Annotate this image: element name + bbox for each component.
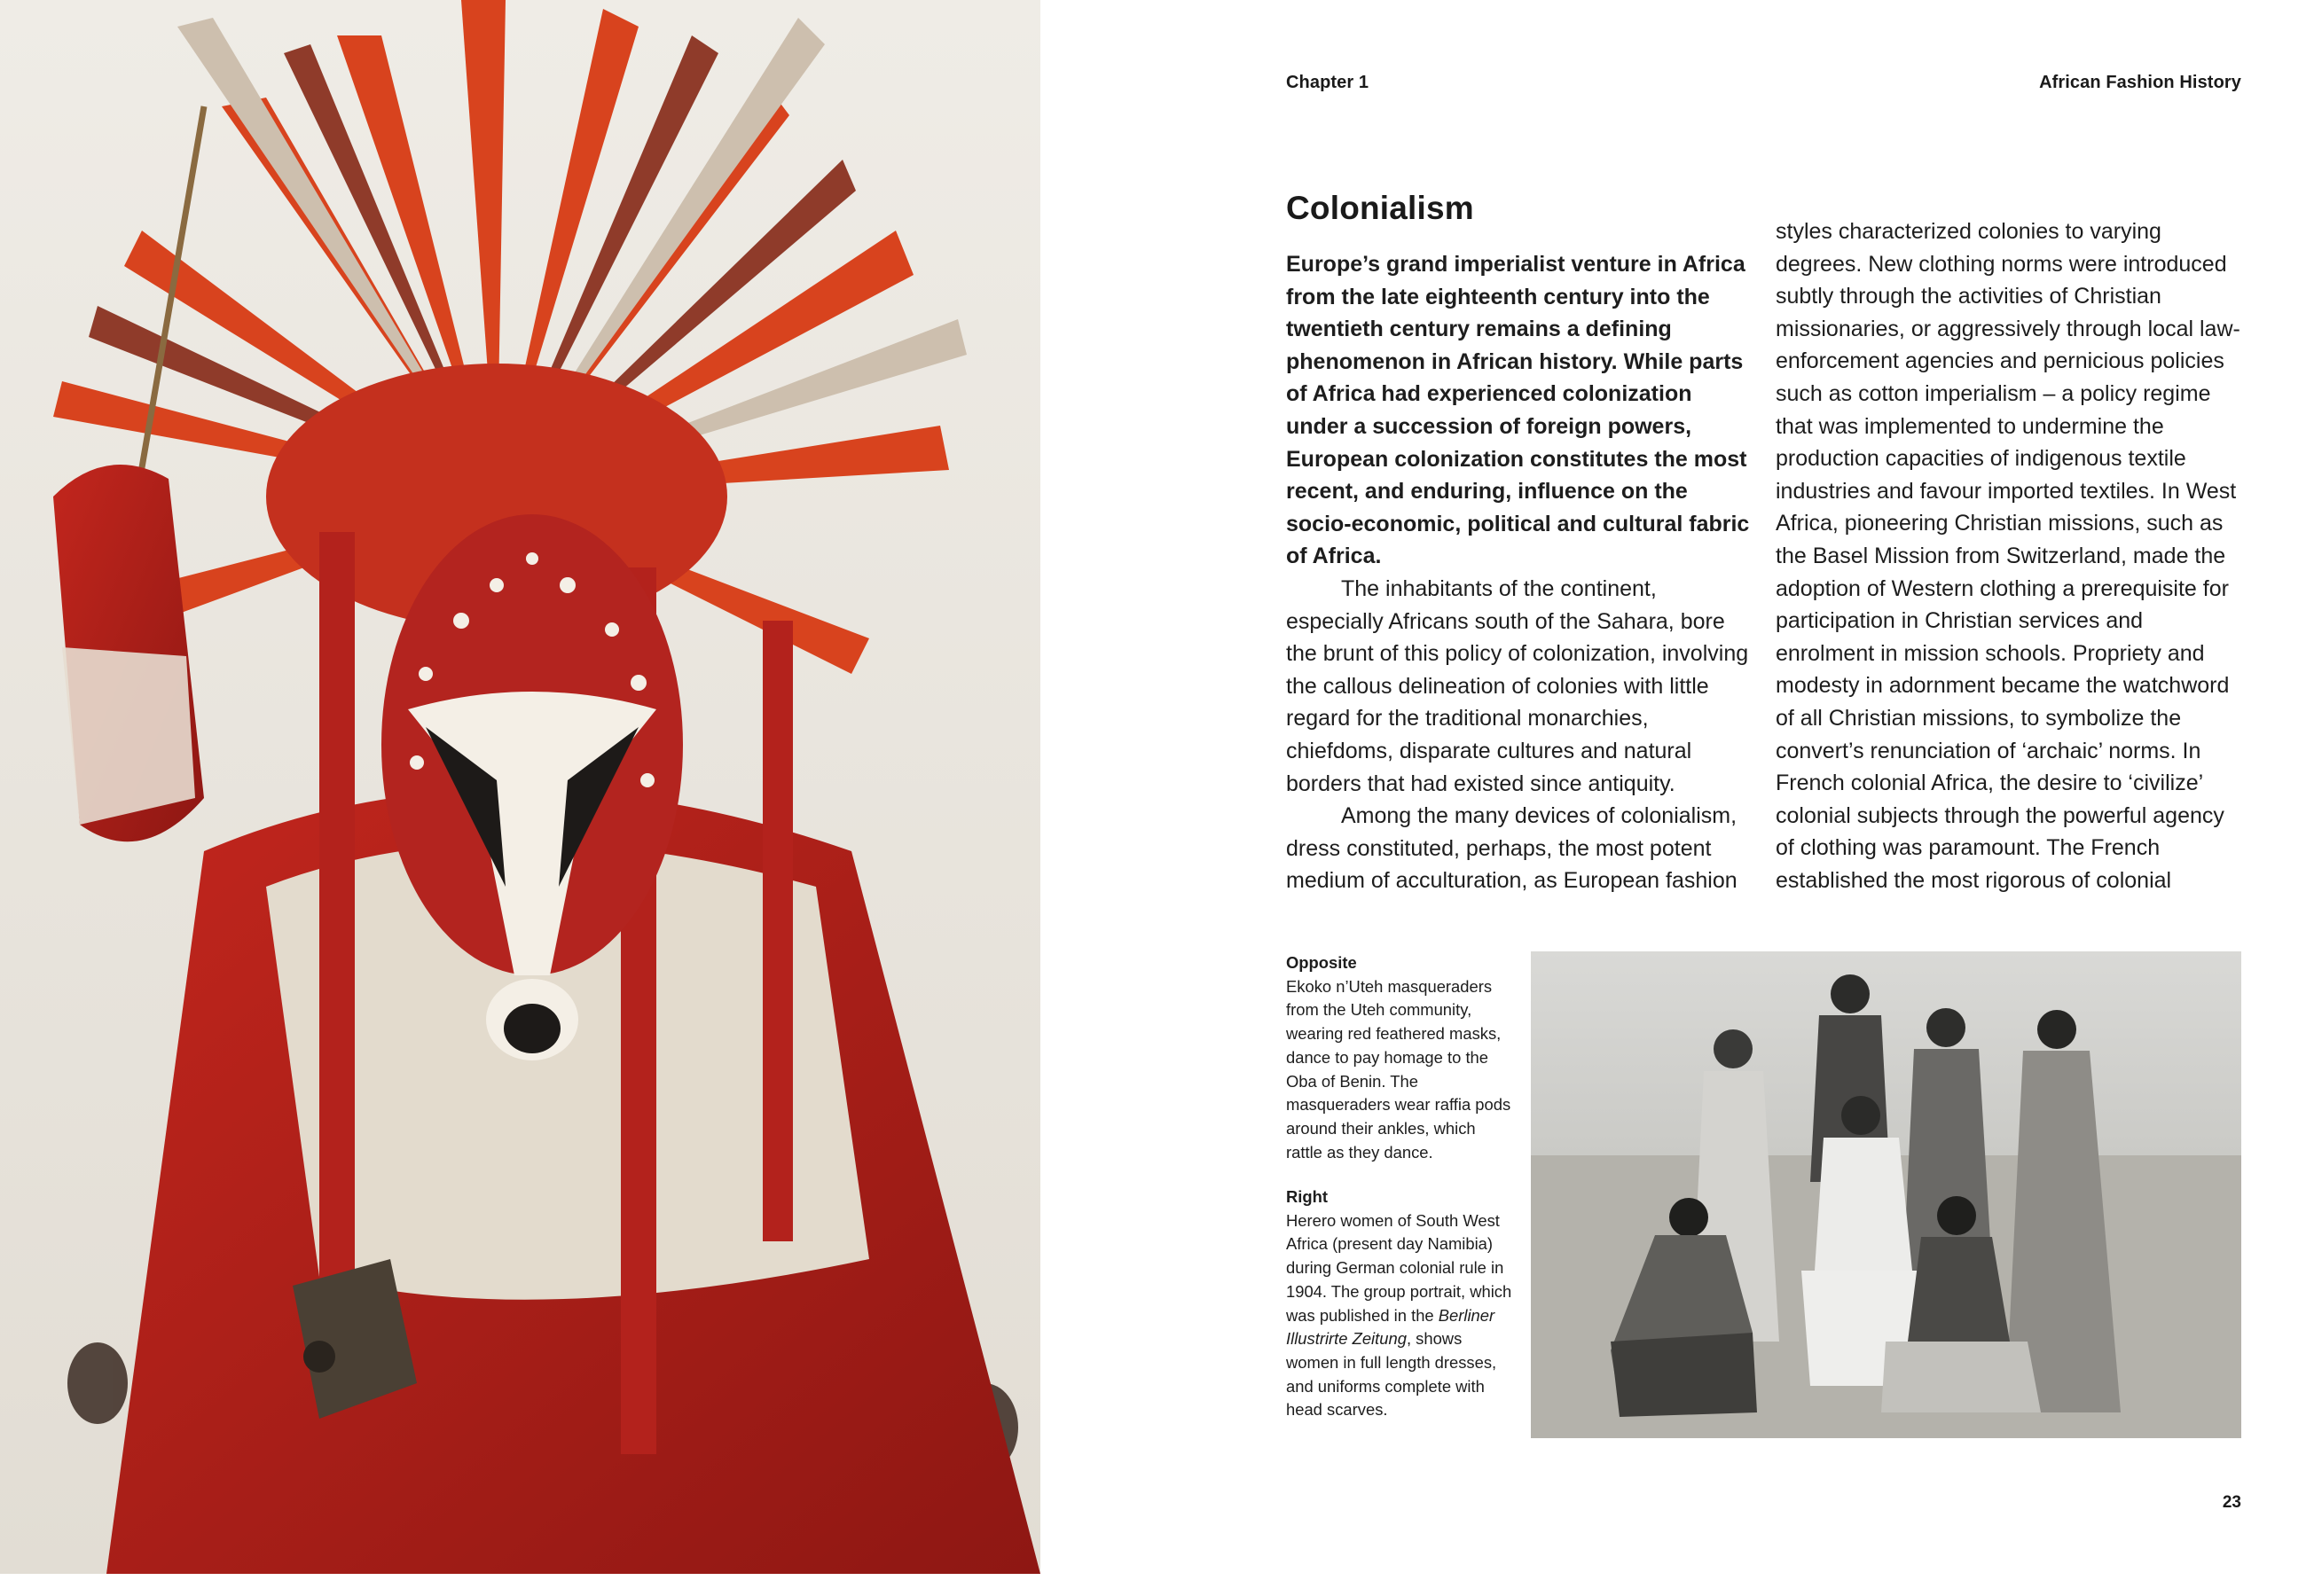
masquerader-photo: [0, 0, 1040, 1574]
running-head-chapter: Chapter 1: [1286, 73, 1369, 92]
running-head-book-title: African Fashion History: [2039, 73, 2241, 92]
body-column-left: [1286, 248, 1756, 897]
caption-text: , shows women in full length dresses, and uniforms complete with head scarves.: [1286, 1329, 1497, 1420]
caption-opposite: [1286, 951, 1512, 1164]
caption-publication-title: Berliner Illustrirte Zeitung: [1286, 1305, 1495, 1349]
caption-label: Right: [1286, 1187, 1328, 1206]
lede-paragraph: Europe’s grand imperialist venture in Africa from the late eighteenth century into the twentieth century remains a defining phenomenon in African history. While parts of Africa had experienced colonization under a succession of foreign powers, European colonization constitutes the most recent, and enduring, influence on the socio-economic, political and cultural fabric of Africa.: [1286, 252, 1750, 569]
body-paragraph: The inhabitants of the continent, especially Africans south of the Sahara, bore the brunt of this policy of colonization, involving the callous delineation of colonies with little regard for the traditional monarchies, chiefdoms, disparate cultures and natural borders that had existed since antiquity.: [1286, 575, 1749, 796]
body-paragraph-continued: styles characterized colonies to varying degrees. New clothing norms were introduced subtly through the activities of Christian missionaries, or aggressively through local law-enforcement agencies and pernicious policies such as cotton imperialism – a policy regime that was implemented to undermine the production capacities of indigenous textile industries and favour imported textiles. In West Africa, pioneering Christian missions, such as the Basel Mission from Switzerland, made the adoption of Western clothing a prerequisite for participation in Christian services and enrolment in mission schools. Propriety and modesty in adornment became the watchword of all Christian missions, to symbolize the convert’s renunciation of ‘archaic’ norms. In French colonial Africa, the desire to ‘civilize’ colonial subjects through the powerful agency of clothing was paramount. The French established the most rigorous of colonial: [1776, 219, 2240, 893]
page-number: 23: [2222, 1493, 2241, 1512]
body-column-right: [1776, 215, 2246, 896]
body-paragraph: Among the many devices of colonialism, dress constituted, perhaps, the most potent medium of acculturation, as European fashion: [1286, 803, 1737, 894]
caption-text: Herero women of South West Africa (present day Namibia) during German colonial rule in 1904. The group portrait, which was published in the: [1286, 1210, 1512, 1325]
caption-right: [1286, 1185, 1512, 1422]
caption-text: Ekoko n’Uteh masqueraders from the Uteh community, wearing red feathered masks, dance to pay homage to the Oba of Benin. The masqueraders wear raffia pods around their ankles, which rattle as they dance.: [1286, 976, 1511, 1162]
section-heading: Colonialism: [1286, 190, 1474, 226]
herero-women-photo: [1531, 951, 2241, 1438]
caption-label: Opposite: [1286, 953, 1357, 972]
